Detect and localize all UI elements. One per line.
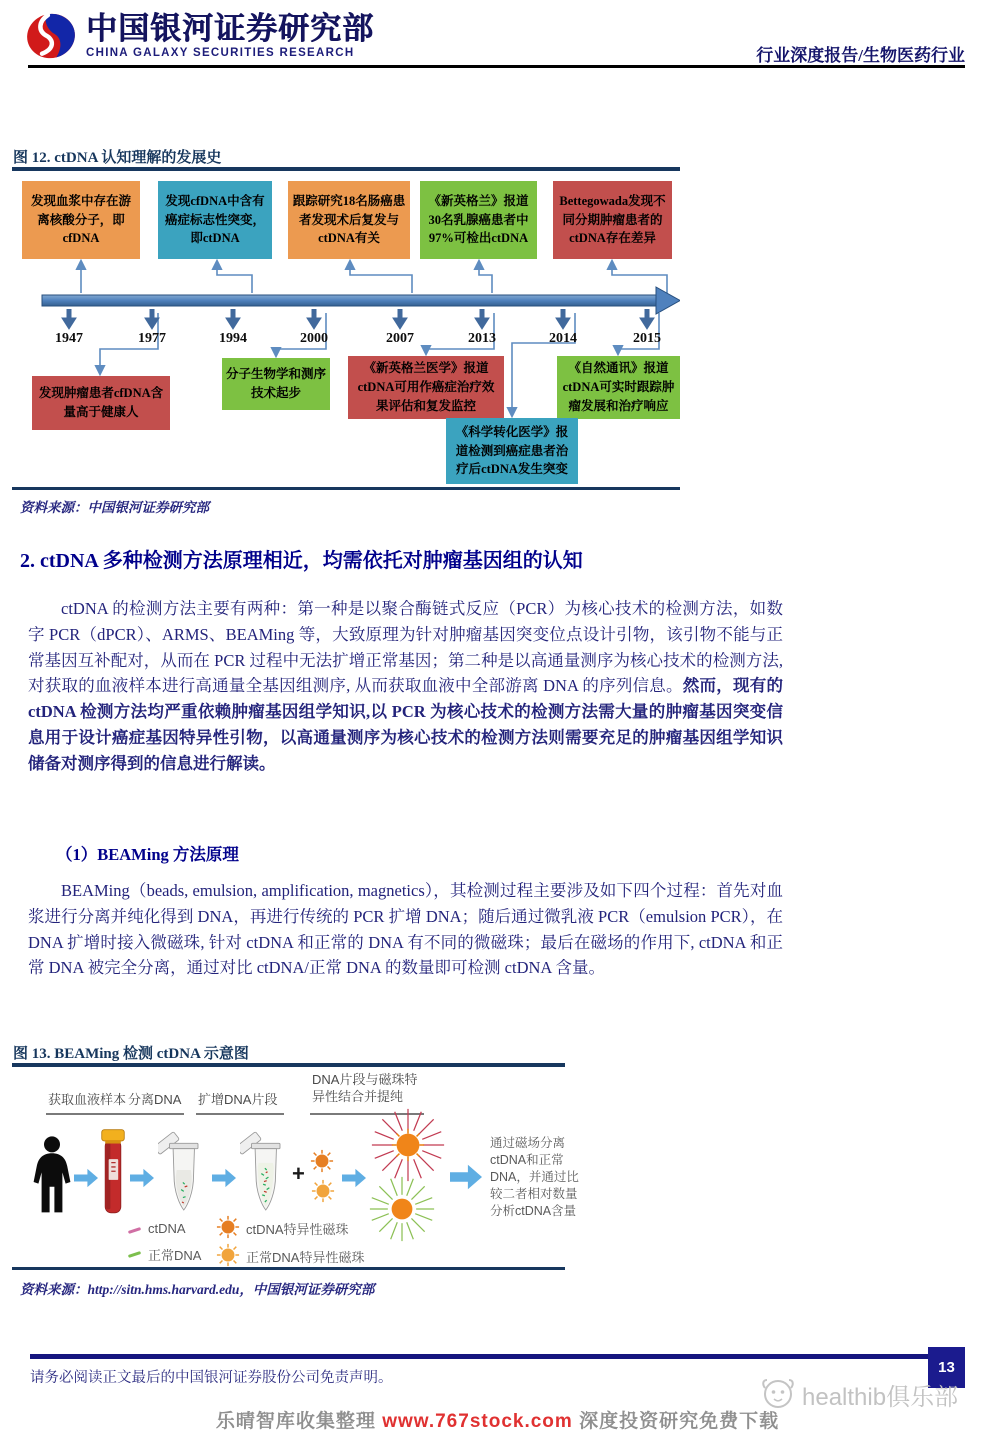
legend-label: 正常DNA [148, 1248, 202, 1263]
milestone-box: 发现血浆中存在游离核酸分子，即cfDNA [22, 181, 140, 259]
year-label: 2007 [386, 331, 414, 346]
page-number: 13 [938, 1359, 955, 1376]
figure12-bottom-rule [12, 487, 680, 490]
bottom-watermark [0, 1406, 995, 1433]
wechat-watermark-text: healthib俱乐部 [802, 1383, 959, 1411]
brand-block [86, 13, 374, 59]
paragraph-text-bold: 然而，现有的 ctDNA 检测方法均严重依赖肿瘤基因组学知识,以 PCR 为核心技术的检测方法需大量的肿瘤基因突变信息用于设计癌症基因特异性引物，以高通量测序为核心技术的检测方法则需要充足的肿瘤基因组学知识储备对测序得到的信息进行解读。 [28, 676, 784, 773]
watermark-link-text: www.767stock.com [382, 1411, 573, 1432]
figure12-source: 资料来源：中国银河证券研究部 [20, 500, 209, 515]
timeline-arrowhead-icon [656, 287, 680, 314]
brand-name-cn: 中国银河证券研究部 [86, 11, 374, 46]
year-tick-icon [475, 309, 489, 329]
step-label: 扩增DNA片段 [198, 1092, 278, 1107]
step-label: DNA片段与磁珠特异性结合并提纯 [312, 1072, 418, 1104]
milestone-box: 分子生物学和测序技术起步 [222, 358, 330, 410]
legend-label: ctDNA特异性磁珠 [246, 1222, 349, 1237]
year-label: 2000 [300, 331, 328, 346]
footer-rule [30, 1354, 928, 1359]
galaxy-logo-icon [25, 12, 77, 60]
right-arrow-icon [450, 1161, 482, 1193]
year-tick-icon [62, 309, 76, 329]
year-label: 2013 [468, 331, 496, 346]
year-tick-icon [145, 309, 159, 329]
year-tick-icon [640, 309, 654, 329]
milestone-box: 《新英格兰》报道30名乳腺癌患者中97%可检出ctDNA [420, 181, 537, 259]
year-label: 1947 [55, 331, 83, 346]
section-heading: 2. ctDNA 多种检测方法原理相近，均需依托对肿瘤基因组的认知 [20, 550, 583, 572]
timeline-axis [42, 287, 680, 314]
plus-sign: + [292, 1161, 305, 1186]
watermark-text: 乐晴智库收集整理 [215, 1411, 383, 1432]
magnetic-bead-icon [310, 1149, 334, 1173]
step-underline [124, 1113, 184, 1115]
person-icon [32, 1127, 72, 1221]
milestone-box: 《新英格兰医学》报道ctDNA可用作癌症治疗效果评估和复发监控 [348, 356, 504, 419]
year-label: 1994 [219, 331, 247, 346]
figure12-diagram [12, 173, 680, 491]
sub-heading: （1）BEAMing 方法原理 [56, 845, 239, 864]
connector-line [350, 261, 412, 293]
legend-label: ctDNA [148, 1221, 186, 1236]
figure12-top-rule [12, 167, 680, 171]
header-divider [28, 65, 965, 68]
microtube-icon [158, 1119, 206, 1221]
microtube-icon [240, 1119, 288, 1221]
step-underline [46, 1113, 130, 1115]
magnetic-bead-icon [216, 1215, 240, 1239]
body-paragraph-1 [28, 596, 783, 777]
right-arrow-icon [130, 1165, 154, 1191]
starburst-ctdna-icon [370, 1107, 446, 1183]
milestone-box: 跟踪研究18名肠癌患者发现术后复发与ctDNA有关 [288, 181, 410, 259]
figure13-bottom-rule [12, 1267, 565, 1270]
starburst-normal-dna-icon [368, 1175, 436, 1243]
year-label: 2014 [549, 331, 577, 346]
milestone-box: 《自然通讯》报道ctDNA可实时跟踪肿瘤发展和治疗响应 [557, 356, 680, 419]
year-tick-icon [556, 309, 570, 329]
watermark-text: 深度投资研究免费下载 [572, 1411, 780, 1432]
legend-normal-dna-dash [128, 1251, 141, 1258]
milestone-box: Bettegowada发现不同分期肿瘤患者的ctDNA存在差异 [553, 181, 672, 259]
figure13-source: 资料来源：http://sitn.hms.harvard.edu，中国银河证券研究部 [20, 1282, 375, 1297]
body-paragraph-2: BEAMing（beads, emulsion, amplification, magnetics），其检测过程主要涉及如下四个过程：首先对血浆进行分离并纯化得到 DNA，再进行传统的 PCR 扩增 DNA；随后通过微乳液 PCR（emulsion PCR），在 DNA 扩增时接入微磁珠, 针对 ctDNA 和正常的 DNA 有不同的微磁珠；最后在磁场的作用下, ctDNA 和正常 DNA 被完全分离，通过对比 ctDNA/正常 DNA 的数量即可检测 ctDNA 含量。 [28, 881, 783, 978]
right-arrow-icon [342, 1165, 366, 1191]
report-type-label: 行业深度报告/生物医药行业 [756, 46, 965, 65]
step-underline [196, 1113, 284, 1115]
milestone-box: 《科学转化医学》报道检测到癌症患者治疗后ctDNA发生突变 [446, 418, 578, 484]
connector-line [479, 261, 492, 293]
step-label: 获取血液样本 [48, 1092, 127, 1107]
brand-name-en: CHINA GALAXY SECURITIES RESEARCH [86, 47, 355, 59]
year-ticks [62, 309, 654, 329]
connector-line [217, 261, 252, 293]
year-label: 1977 [138, 331, 166, 346]
right-arrow-icon [74, 1165, 98, 1191]
paragraph-text: ctDNA 的检测方法主要有两种：第一种是以聚合酶链式反应（PCR）为核心技术的检测方法，如数字 PCR（dPCR）、ARMS、BEAMing 等，大致原理为针对肿瘤基因突变位点设计引物，该引物不能与正常基因互补配对，从而在 PCR 过程中无法扩增正常基因；第二种是以高通量测序为核心技术的检测方法, 对获取的血液样本进行高通量全基因组测序, 从而获取血液中全部游离 DNA 的序列信息。 [28, 599, 783, 696]
legend-ctdna-dash [128, 1227, 141, 1234]
disclaimer-text: 请务必阅读正文最后的中国银河证券股份公司免责声明。 [30, 1370, 393, 1386]
result-note: 通过磁场分离ctDNA和正常DNA，并通过比较二者相对数量分析ctDNA含量 [490, 1136, 579, 1218]
legend-label: 正常DNA特异性磁珠 [246, 1250, 365, 1265]
year-tick-icon [393, 309, 407, 329]
figure13-title: 图 13. BEAMing 检测 ctDNA 示意图 [13, 1046, 249, 1062]
magnetic-bead-icon [311, 1179, 335, 1203]
blood-tube-icon [100, 1123, 126, 1223]
figure12-title: 图 12. ctDNA 认知理解的发展史 [13, 150, 222, 166]
right-arrow-icon [212, 1165, 236, 1191]
figure13-top-rule [12, 1063, 565, 1067]
year-label: 2015 [633, 331, 661, 346]
milestone-box: 发现cfDNA中含有癌症标志性突变，即ctDNA [158, 181, 272, 259]
milestone-box: 发现肿瘤患者cfDNA含量高于健康人 [32, 376, 170, 430]
figure13-diagram [12, 1069, 579, 1269]
year-tick-icon [226, 309, 240, 329]
year-tick-icon [307, 309, 321, 329]
step-label: 分离DNA [128, 1092, 182, 1107]
magnetic-bead-icon [216, 1243, 240, 1267]
